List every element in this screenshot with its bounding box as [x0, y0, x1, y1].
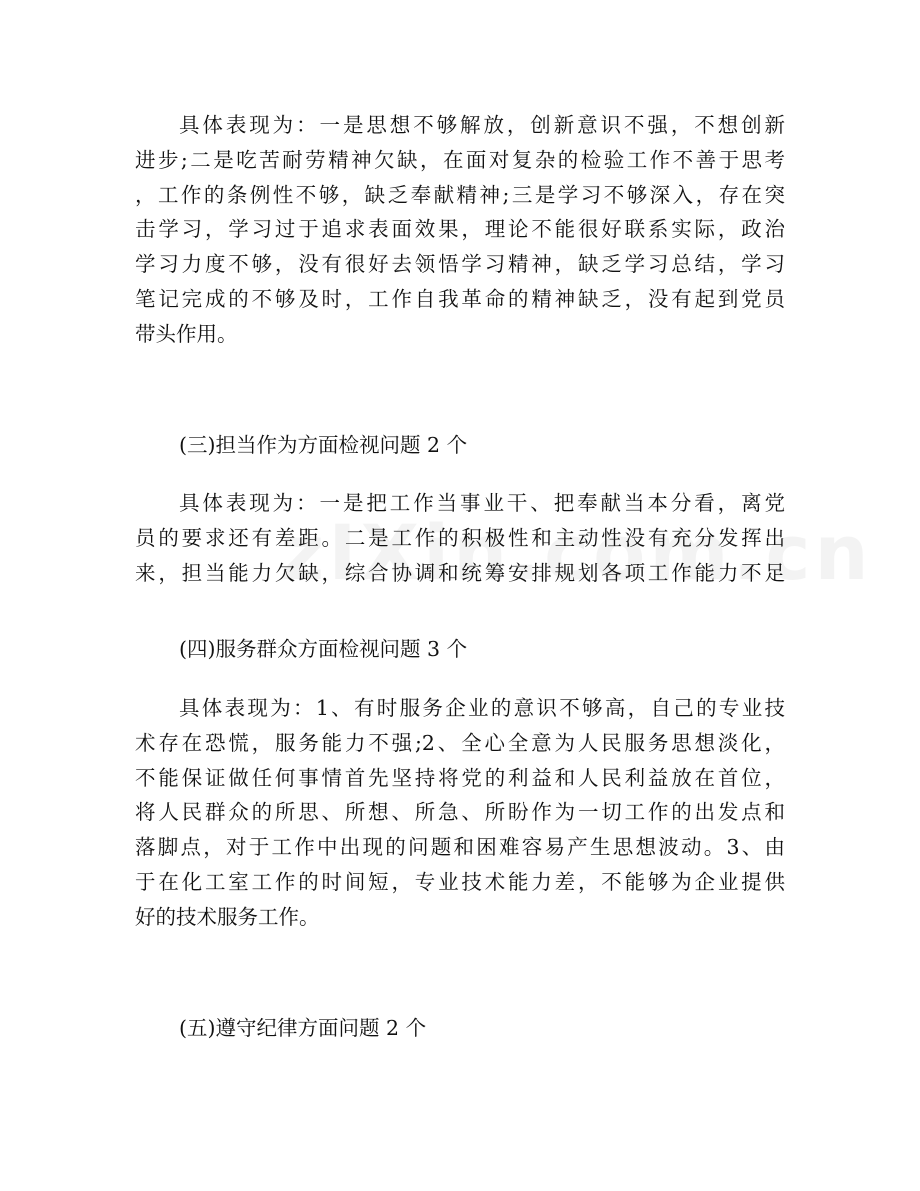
paragraph-line: 带头作用。 [135, 321, 238, 346]
paragraph-specific-performance-2 [135, 486, 785, 590]
section-heading-3: (三)担当作为方面检视问题 2 个 [179, 433, 468, 457]
paragraph-line: 击学习，学习过于追求表面效果，理论不能很好联系实际，政治 [135, 217, 785, 242]
paragraph-line: 具体表现为：一是思想不够解放，创新意识不强，不想创新 [179, 113, 785, 137]
paragraph-specific-performance-1 [135, 108, 785, 352]
section-heading-5: (五)遵守纪律方面问题 2 个 [179, 1016, 427, 1040]
section-heading-4: (四)服务群众方面检视问题 3 个 [179, 637, 468, 661]
paragraph-line: 不能保证做任何事情首先坚持将党的利益和人民利益放在首位， [135, 765, 785, 790]
paragraph-line: 笔记完成的不够及时，工作自我革命的精神缺乏，没有起到党员 [135, 286, 785, 311]
paragraph-line: 学习力度不够，没有很好去领悟学习精神，缺乏学习总结，学习 [135, 252, 785, 277]
paragraph-line: 落脚点，对于工作中出现的问题和困难容易产生思想波动。3、由 [135, 835, 785, 860]
paragraph-line: 来，担当能力欠缺，综合协调和统筹安排规划各项工作能力不足 [135, 560, 785, 585]
paragraph-line: 好的技术服务工作。 [135, 904, 320, 929]
paragraph-line: 术存在恐慌，服务能力不强;2、全心全意为人民服务思想淡化， [135, 730, 785, 755]
paragraph-line: 员的要求还有差距。二是工作的积极性和主动性没有充分发挥出 [135, 525, 785, 550]
paragraph-specific-performance-3 [135, 691, 785, 935]
paragraph-line: 具体表现为：1、有时服务企业的意识不够高，自己的专业技 [179, 696, 785, 720]
paragraph-line: 于在化工室工作的时间短，专业技术能力差，不能够为企业提供 [135, 869, 785, 894]
paragraph-line: ，工作的条例性不够，缺乏奉献精神;三是学习不够深入，存在突 [135, 182, 785, 207]
paragraph-line: 具体表现为：一是把工作当事业干、把奉献当本分看，离党 [179, 491, 785, 515]
paragraph-line: 将人民群众的所思、所想、所急、所盼作为一切工作的出发点和 [135, 800, 785, 825]
paragraph-line: 进步;二是吃苦耐劳精神欠缺，在面对复杂的检验工作不善于思考 [135, 147, 785, 172]
